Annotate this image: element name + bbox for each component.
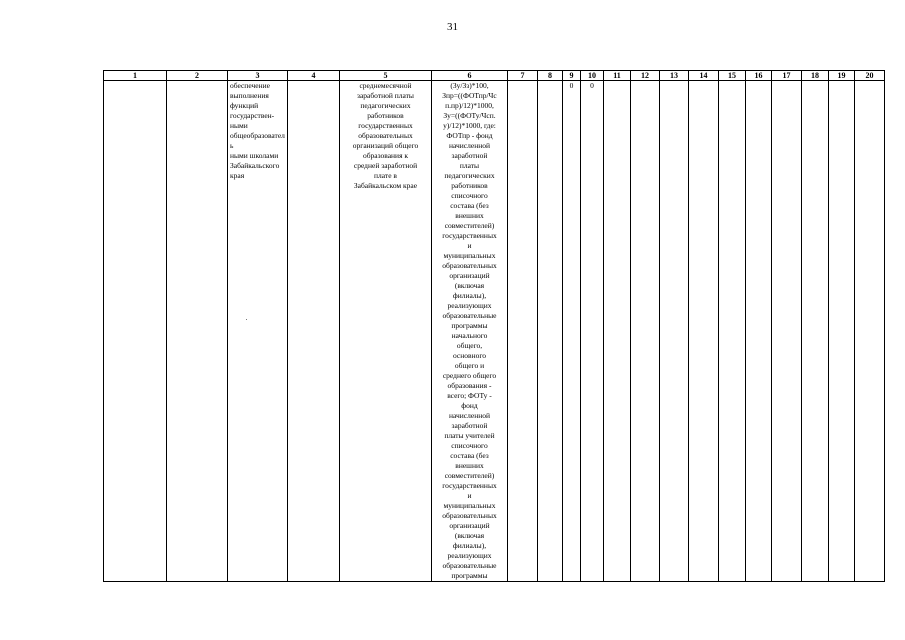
column-header: 20: [855, 71, 885, 81]
cell-text: среднемесячной заработной платы педагогических работников государственных образовательных организаций общего образования к средней заработной плате в Забайкальском крае: [352, 81, 419, 190]
scan-speck: [246, 319, 247, 320]
cell-col-14: [689, 81, 719, 582]
column-header: 14: [689, 71, 719, 81]
column-header: 4: [288, 71, 340, 81]
cell-text: (Зу/Зз)*100, Зпр=((ФОТпр/Чс п.пр)/12)*1000, Зу=((ФОТу/Чсп. у)/12)*1000, где: ФОТпр - фонд начисленной заработной платы педагогических работников списочного состава (без внешних совместителей) государственных и муниципальных образовательных организаций (включая филиалы), реализующих образовательные программы начального общего, основного общего и среднего общего образования - всего; ФОТу - фонд начисленной заработной платы учителей списочного состава (без внешних совместителей) государственных и муниципальных образовательных организаций (включая филиалы), реализующих образовательные программы: [442, 81, 497, 580]
column-header: 19: [829, 71, 855, 81]
cell-col-16: [746, 81, 772, 582]
column-header: 12: [631, 71, 660, 81]
cell-value: 0: [590, 81, 594, 90]
cell-col-15: [719, 81, 746, 582]
cell-col-11: [604, 81, 631, 582]
cell-value: 0: [569, 81, 574, 90]
cell-col-7: [508, 81, 538, 582]
column-header: 5: [340, 71, 432, 81]
header-row: [104, 71, 885, 81]
cell-col-2: [167, 81, 228, 582]
column-header: 3: [228, 71, 288, 81]
cell-col-17: [772, 81, 802, 582]
cell-col-5-indicator: [340, 81, 432, 582]
cell-col-3-goal: [228, 81, 288, 582]
cell-col-1: [104, 81, 167, 582]
column-header: 2: [167, 71, 228, 81]
cell-col-19: [829, 81, 855, 582]
column-header: 10: [581, 71, 604, 81]
cell-col-18: [802, 81, 829, 582]
cell-col-4: [288, 81, 340, 582]
cell-col-6-method: [432, 81, 508, 582]
page-number: 31: [447, 21, 458, 33]
column-header: 16: [746, 71, 772, 81]
table-row: [104, 81, 885, 582]
column-header: 7: [508, 71, 538, 81]
column-header: 11: [604, 71, 631, 81]
column-header: 15: [719, 71, 746, 81]
cell-col-9: [563, 81, 581, 582]
indicator-table: [103, 70, 885, 582]
column-header: 1: [104, 71, 167, 81]
cell-col-12: [631, 81, 660, 582]
column-header: 18: [802, 71, 829, 81]
cell-text: обеспечение выполнения функций государствен- ными общеобразователь ными школами Забайкальского края: [230, 81, 285, 180]
column-header: 6: [432, 71, 508, 81]
column-header: 8: [538, 71, 563, 81]
cell-col-13: [660, 81, 689, 582]
cell-col-20: [855, 81, 885, 582]
column-header: 17: [772, 71, 802, 81]
column-header: 13: [660, 71, 689, 81]
cell-col-10: [581, 81, 604, 582]
cell-col-8: [538, 81, 563, 582]
column-header: 9: [563, 71, 581, 81]
